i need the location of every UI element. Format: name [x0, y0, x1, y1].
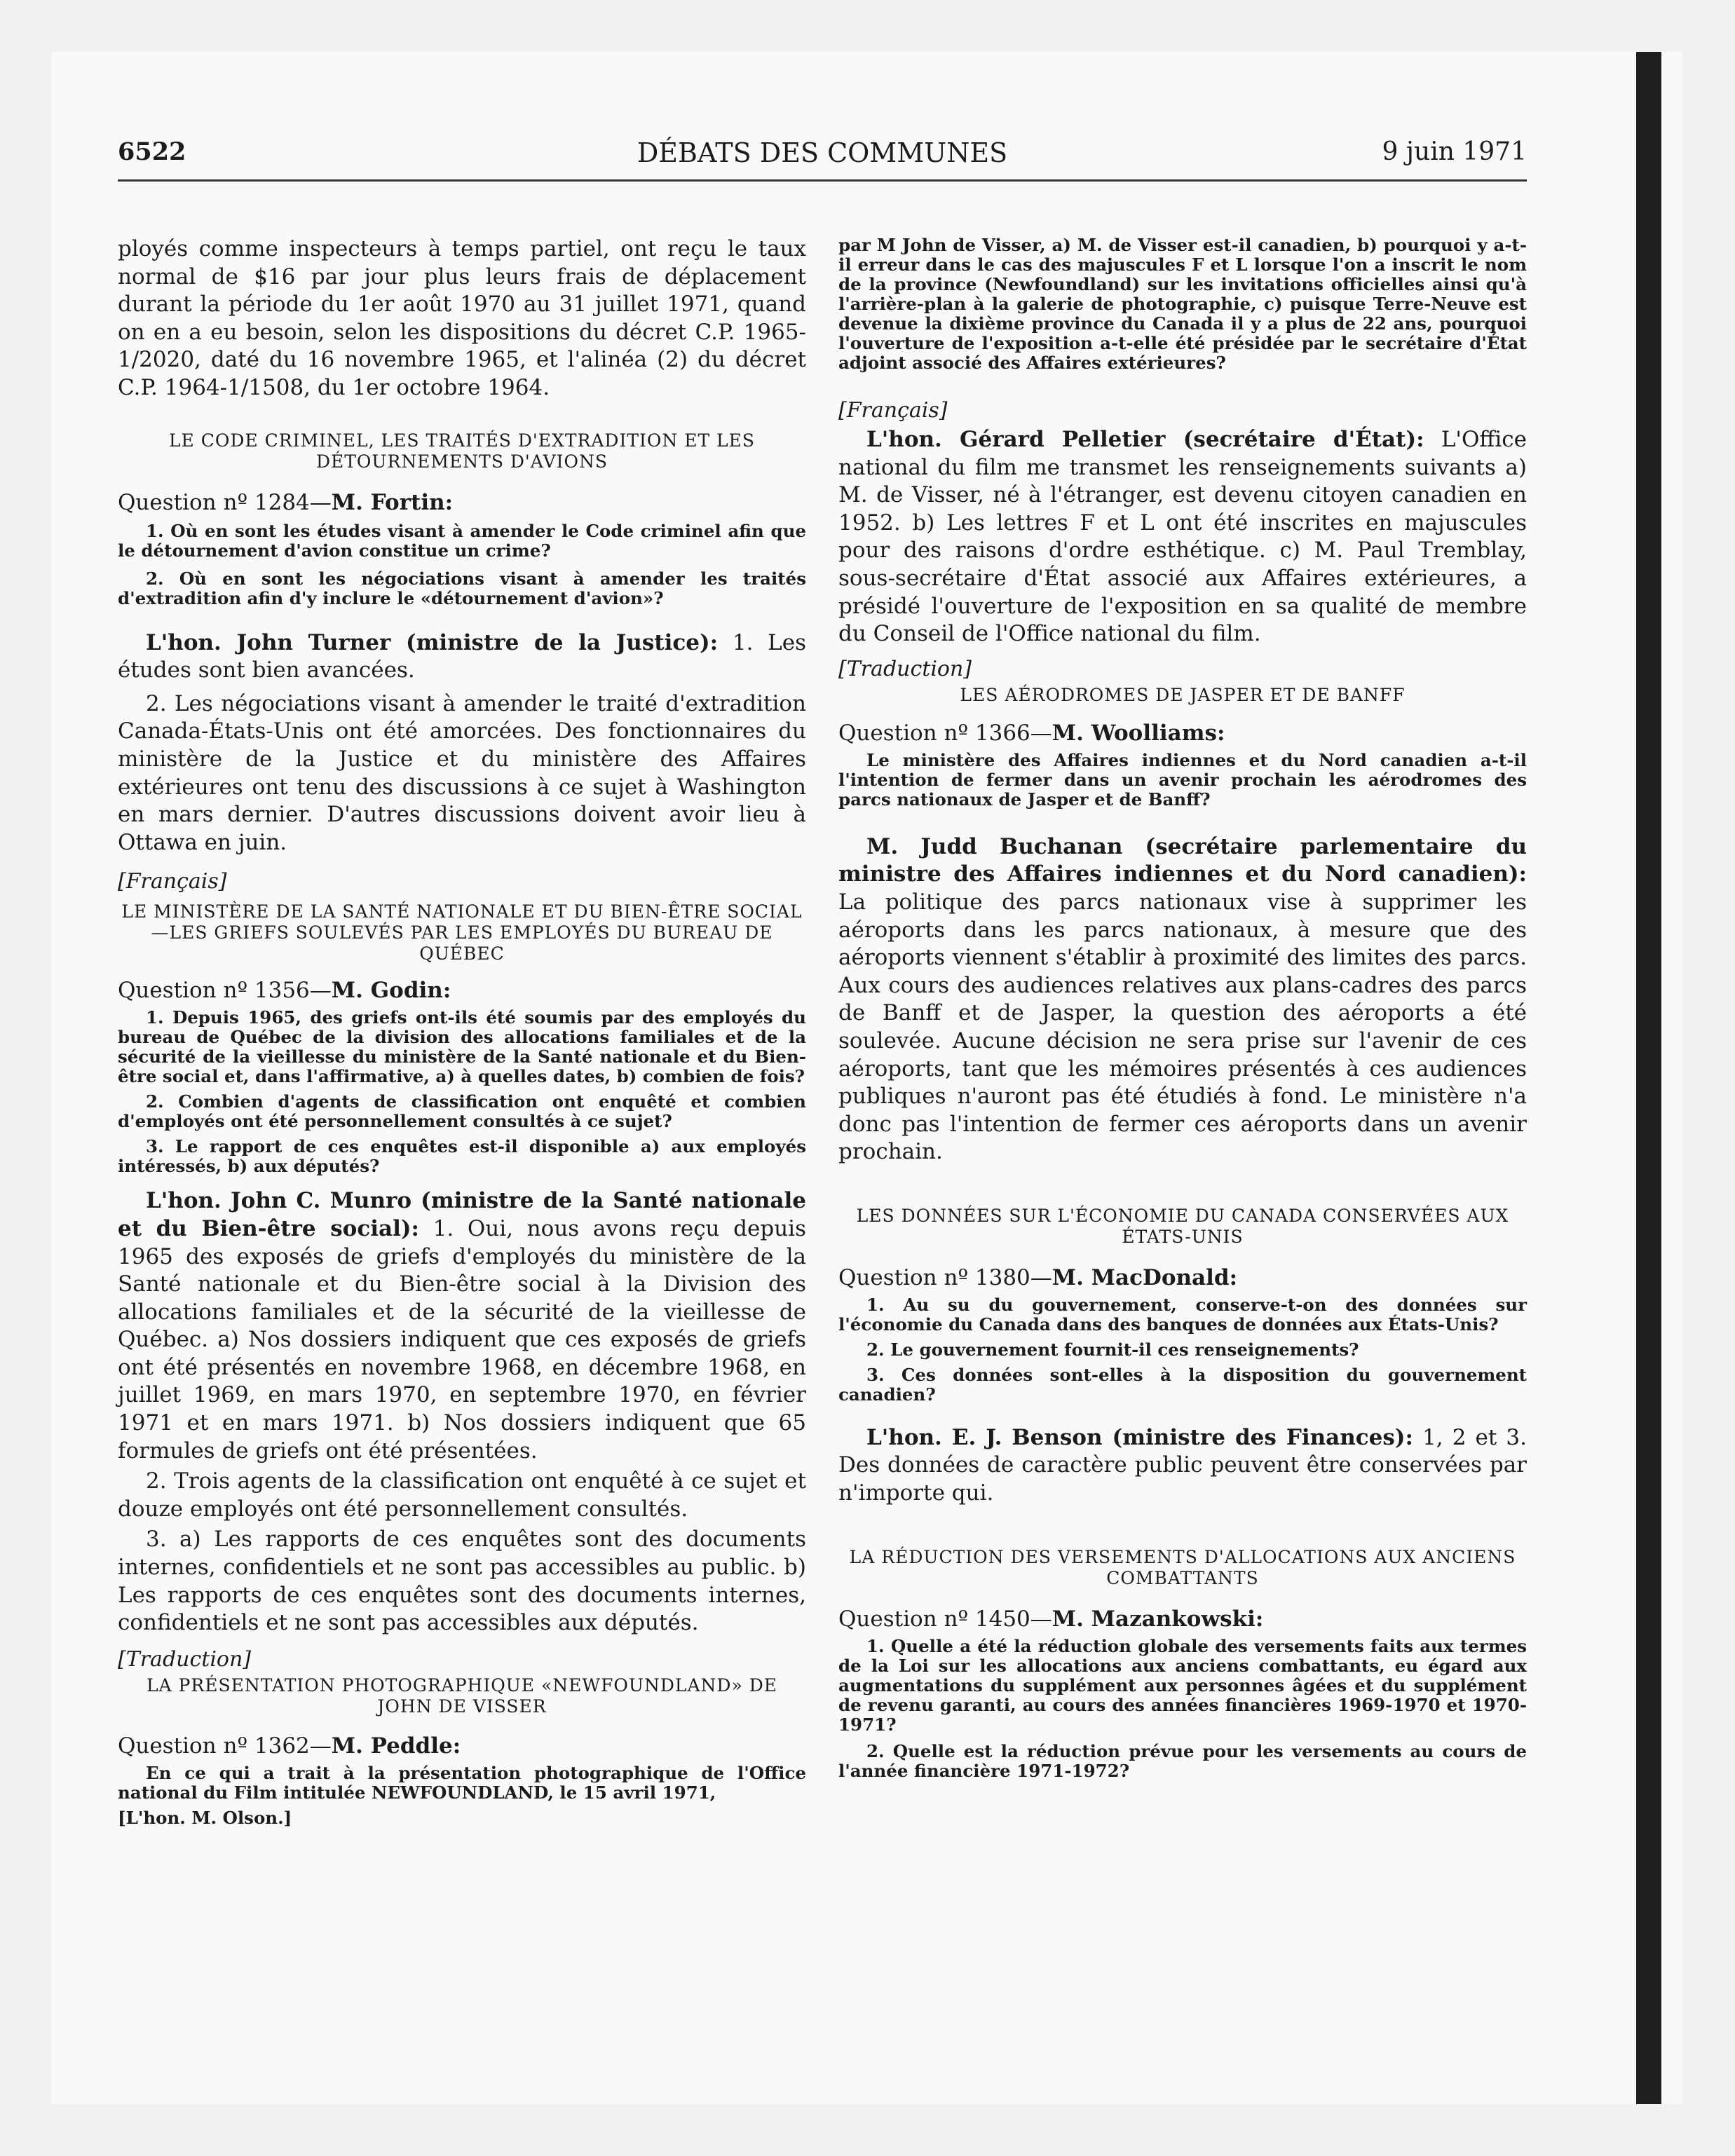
- language-marker: [Français]: [118, 869, 227, 894]
- question-item: 3. Ces données sont-elles à la disposition du gouvernement canadien?: [838, 1364, 1527, 1405]
- question-item: 2. Où en sont les négociations visant à amender les traités d'extradition afin d'y inclure le «détournement d'avion»?: [118, 568, 806, 608]
- question-label: Question nº 1356—: [118, 978, 332, 1004]
- question-item: 1. Au su du gouvernement, conserve-t-on des données sur l'économie du Canada dans des banques de données aux États-Unis?: [838, 1294, 1527, 1335]
- language-marker: [Traduction]: [838, 656, 972, 681]
- speaker-name: L'hon. E. J. Benson (ministre des Finances):: [866, 1424, 1413, 1450]
- question-label: Question nº 1366—: [838, 720, 1052, 746]
- left-column: [118, 236, 806, 1828]
- scan-edge-bar: [1636, 52, 1661, 2104]
- question-1366: [838, 720, 1527, 746]
- answer-text: L'Office national du film me transmet les renseignements suivants a) M. de Visser, né à l'étranger, est devenu citoyen canadien en 1952. b) Les lettres F et L ont été inscrites en majuscules pour des raisons d'ordre esthétique. c) M. Paul Tremblay, sous-secrétaire d'État associé aux Affaires extérieures, a présidé l'ouverture de l'exposition en sa qualité de membre du Conseil de l'Office national du film.: [838, 427, 1528, 647]
- question-item: En ce qui a trait à la présentation photographique de l'Office national du Film intitulée NEWFOUNDLAND, le 15 avril 1971,: [118, 1762, 806, 1803]
- question-1380: [838, 1264, 1527, 1291]
- answer-text: 1. Les études sont bien avancées.: [118, 629, 807, 683]
- speaker-name: L'hon. Gérard Pelletier (secrétaire d'État):: [866, 427, 1424, 452]
- question-1362: [118, 1733, 806, 1759]
- answer-text: 1. Oui, nous avons reçu depuis 1965 des exposés de griefs d'employés du ministère de la Santé nationale et du Bien-être social à la Division des allocations familiales et de la sécurité de la vieillesse de Québec. a) Nos dossiers indiquent que ces exposés de griefs ont été présentés en novembre 1968, en décembre 1968, en juillet 1969, en mars 1970, en septembre 1970, en février 1971 et en mars 1971. b) Nos dossiers indiquent que 65 formules de griefs ont été présentées.: [118, 1215, 806, 1464]
- question-member: M. Mazankowski:: [1052, 1606, 1264, 1632]
- language-marker: [Français]: [838, 398, 948, 423]
- answer-paragraph: [118, 629, 806, 685]
- question-label: Question nº 1450—: [838, 1606, 1052, 1632]
- question-1356: [118, 977, 806, 1004]
- question-item: Le ministère des Affaires indiennes et du Nord canadien a-t-il l'intention de fermer dans un avenir prochain les aérodromes des parcs nationaux de Jasper et de Banff?: [838, 749, 1527, 810]
- question-member: M. Fortin:: [331, 489, 454, 515]
- speaker-name: L'hon. John C. Munro (ministre de la Santé nationale et du Bien-être social):: [118, 1188, 806, 1241]
- speaker-name: L'hon. John Turner (ministre de la Justice):: [146, 629, 719, 655]
- question-item: 2. Combien d'agents de classification ont enquêté et combien d'employés ont été personnellement consultés à ce sujet?: [118, 1091, 806, 1132]
- page-attribution: [L'hon. M. Olson.]: [118, 1807, 292, 1828]
- section-heading-sante-nationale: LE MINISTÈRE DE LA SANTÉ NATIONALE ET DU BIEN-ÊTRE SOCIAL—LES GRIEFS SOULEVÉS PAR LES EMPLOYÉS DU BUREAU DE QUÉBEC: [121, 901, 803, 964]
- question-member: M. Woolliams:: [1052, 720, 1225, 746]
- answer-text: La politique des parcs nationaux vise à supprimer les aéroports dans les parcs nationaux, à mesure que des aéroports viennent s'établir à proximité des limites des parcs. Aux cours des audiences relatives aux plans-cadres des parcs de Banff et de Jasper, la question des aéroports a été soulevée. Aucune décision ne sera prise sur l'avenir de ces aéroports, tant que les mémoires présentés à ces audiences publiques n'auront pas été étudiés à fond. Le ministère n'a donc pas l'intention de fermer ces aéroports dans un avenir prochain.: [838, 889, 1527, 1165]
- speaker-name: M. Judd Buchanan (secrétaire parlementaire du ministre des Affaires indiennes et du Nord canadien):: [838, 833, 1527, 887]
- answer-paragraph: [838, 1424, 1527, 1508]
- page-number: 6522: [118, 137, 186, 166]
- question-label: Question nº 1362—: [118, 1733, 332, 1759]
- answer-paragraph: [118, 1187, 806, 1465]
- question-item: 3. Le rapport de ces enquêtes est-il disponible a) aux employés intéressés, b) aux députés?: [118, 1136, 806, 1177]
- question-item: 2. Le gouvernement fournit-il ces renseignements?: [866, 1339, 1359, 1360]
- section-heading-donnees-economie: LES DONNÉES SUR L'ÉCONOMIE DU CANADA CONSERVÉES AUX ÉTATS-UNIS: [856, 1205, 1509, 1247]
- right-column: [838, 236, 1527, 1781]
- question-item: 1. Quelle a été la réduction globale des versements faits aux termes de la Loi sur les allocations aux anciens combattants, eu égard aux augmentations du supplément aux personnes âgées et du supplément de revenu garanti, au cours des années financières 1969-1970 et 1970-1971?: [838, 1635, 1527, 1735]
- language-marker: [Traduction]: [118, 1646, 252, 1672]
- answer-text: 1, 2 et 3. Des données de caractère public peuvent être conservées par n'importe qui.: [838, 1424, 1527, 1506]
- question-label: Question nº 1380—: [838, 1264, 1052, 1290]
- answer-paragraph: 2. Les négociations visant à amender le traité d'extradition Canada-États-Unis ont été amorcées. Des fonctionnaires du ministère de la Justice et du ministère des Affaires extérieures ont tenu des discussions à ce sujet à Washington en mars dernier. D'autres discussions doivent avoir lieu à Ottawa en juin.: [118, 690, 806, 855]
- question-item: 1. Depuis 1965, des griefs ont-ils été soumis par des employés du bureau de Québec de la division des allocations familiales et de la sécurité de la vieillesse du ministère de la Santé nationale et du Bien-être social et, dans l'affirmative, a) à quelles dates, b) combien de fois?: [118, 1007, 806, 1087]
- question-continuation: par M John de Visser, a) M. de Visser est-il canadien, b) pourquoi y a-t-il erreur dans le cas des majuscules F et L lorsque l'on a inscrit le nom de la province (Newfoundland) sur les invitations officielles ainsi qu'à l'arrière-plan à la galerie de photographie, c) puisque Terre-Neuve est devenue la dixième province du Canada il y a plus de 22 ans, pourquoi l'ouverture de l'exposition a-t-elle été présidée par le secrétaire d'État adjoint associé des Affaires extérieures?: [838, 235, 1527, 373]
- question-1284: [118, 489, 806, 516]
- section-heading-code-criminel: LE CODE CRIMINEL, LES TRAITÉS D'EXTRADITION ET LES DÉTOURNEMENTS D'AVIONS: [168, 430, 756, 472]
- intro-paragraph: ployés comme inspecteurs à temps partiel, ont reçu le taux normal de $16 par jour plus leurs frais de déplacement durant la période du 1er août 1970 au 31 juillet 1971, quand on en a eu besoin, selon les dispositions du décret C.P. 1965-1/2020, daté du 16 novembre 1965, et l'alinéa (2) du décret C.P. 1964-1/1508, du 1er octobre 1964.: [118, 236, 806, 400]
- question-member: M. Godin:: [331, 978, 451, 1004]
- question-member: M. Peddle:: [331, 1733, 461, 1759]
- question-item: 1. Où en sont les études visant à amender le Code criminel afin que le détournement d'avion constitue un crime?: [118, 520, 806, 561]
- question-item: 2. Quelle est la réduction prévue pour les versements au cours de l'année financière 1971-1972?: [838, 1740, 1527, 1781]
- section-heading-anciens-combattants: LA RÉDUCTION DES VERSEMENTS D'ALLOCATIONS AUX ANCIENS COMBATTANTS: [849, 1546, 1516, 1588]
- section-heading-jasper-banff: LES AÉRODROMES DE JASPER ET DE BANFF: [960, 684, 1406, 705]
- question-label: Question nº 1284—: [118, 489, 332, 515]
- answer-paragraph: 2. Trois agents de la classification ont enquêté à ce sujet et douze employés ont été personnellement consultés.: [118, 1468, 806, 1522]
- answer-paragraph: [838, 426, 1527, 648]
- answer-paragraph: 3. a) Les rapports de ces enquêtes sont des documents internes, confidentiels et ne sont pas accessibles au public. b) Les rapports de ces enquêtes sont des documents internes, confidentiels et ne sont pas accessibles aux députés.: [118, 1527, 806, 1636]
- page-header: [118, 137, 1527, 182]
- publication-title: DÉBATS DES COMMUNES: [637, 137, 1008, 168]
- section-heading-newfoundland: LA PRÉSENTATION PHOTOGRAPHIQUE «NEWFOUNDLAND» DE JOHN DE VISSER: [146, 1674, 778, 1717]
- question-member: M. MacDonald:: [1052, 1264, 1238, 1290]
- issue-date: 9 juin 1971: [1382, 137, 1527, 166]
- answer-paragraph: [838, 833, 1527, 1166]
- question-1450: [838, 1606, 1527, 1632]
